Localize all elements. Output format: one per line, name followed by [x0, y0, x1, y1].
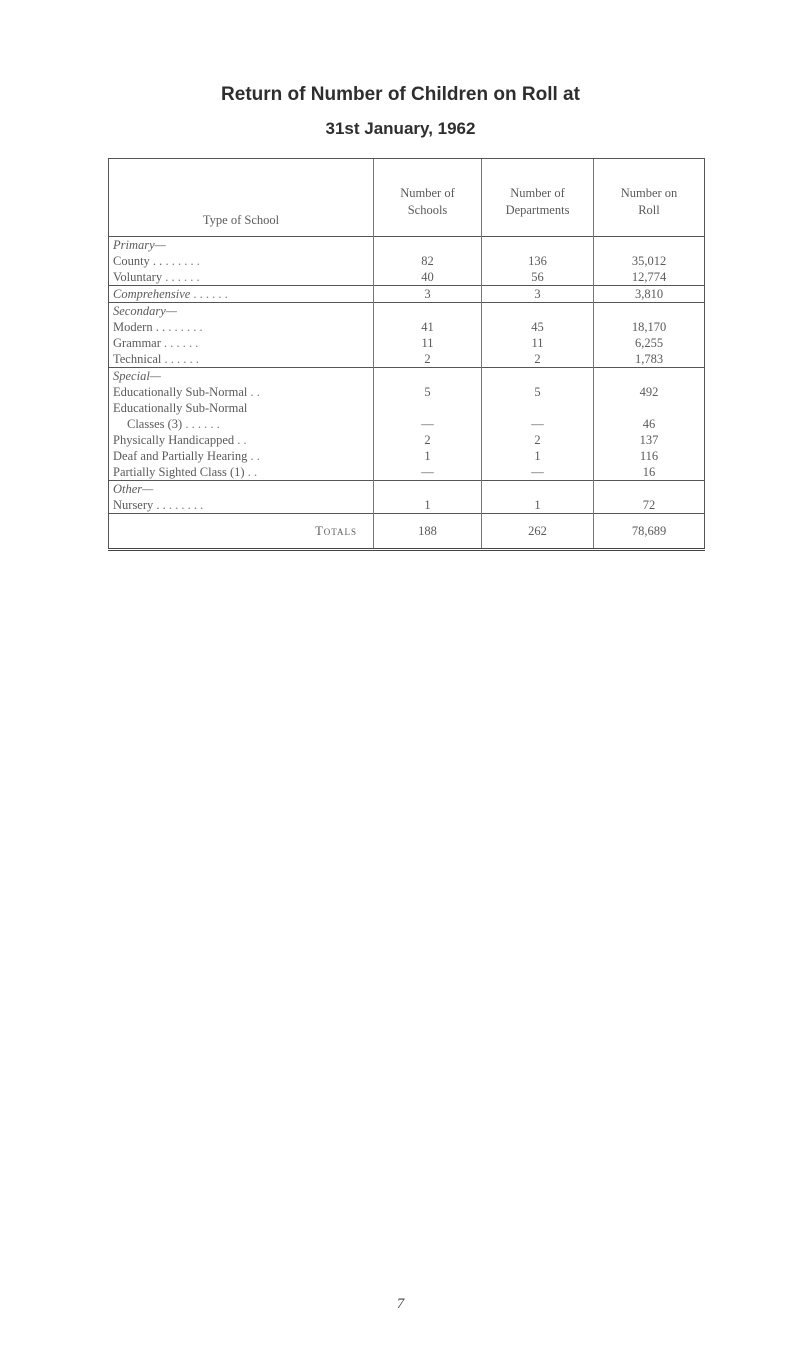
cell-ps-departments: — — [531, 465, 544, 479]
totals-departments: 262 — [482, 514, 594, 550]
children-on-roll-table — [108, 158, 705, 551]
row-label-county: County . . . . . . . . — [113, 254, 200, 268]
cell-ps-roll: 16 — [642, 465, 656, 479]
header-number-of-departments — [482, 159, 594, 237]
cell-grammar-schools: 11 — [421, 336, 434, 350]
cell-modern-departments: 45 — [531, 320, 544, 334]
cell-grammar-departments: 11 — [531, 336, 544, 350]
group-comprehensive — [109, 286, 705, 303]
header-schools-line1: Number of — [400, 185, 455, 200]
totals-roll: 78,689 — [594, 514, 705, 550]
group-special-labels — [109, 368, 374, 481]
row-label-voluntary: Voluntary . . . . . . — [113, 270, 200, 284]
group-other-schools — [374, 481, 482, 514]
title-line-1: Return of Number of Children on Roll at — [221, 84, 580, 105]
cell-modern-schools: 41 — [421, 320, 434, 334]
group-special-schools — [374, 368, 482, 481]
title-line-2: 31st January, 1962 — [325, 119, 476, 138]
cell-voluntary-schools: 40 — [421, 270, 434, 284]
cell-nursery-schools: 1 — [424, 498, 431, 512]
group-secondary-labels — [109, 303, 374, 368]
cell-esn-roll: 492 — [639, 385, 659, 399]
cell-technical-departments: 2 — [534, 352, 541, 366]
cell-deaf-schools: 1 — [424, 449, 431, 463]
group-heading-primary: Primary— — [113, 238, 166, 252]
group-other-roll — [594, 481, 705, 514]
group-other-labels — [109, 481, 374, 514]
totals-label: Totals — [109, 514, 374, 550]
cell-esn-departments: 5 — [534, 385, 541, 399]
group-secondary-departments — [482, 303, 594, 368]
row-label-physically-handicapped: Physically Handicapped . . — [113, 433, 247, 447]
row-label-deaf: Deaf and Partially Hearing . . — [113, 449, 260, 463]
cell-esn-classes-departments: — — [531, 417, 544, 431]
group-special-departments — [482, 368, 594, 481]
header-roll-line1: Number on — [620, 185, 678, 200]
group-secondary-schools — [374, 303, 482, 368]
row-label-partially-sighted: Partially Sighted Class (1) . . — [113, 465, 258, 479]
cell-grammar-roll: 6,255 — [634, 336, 664, 350]
cell-ph-departments: 2 — [534, 433, 541, 447]
cell-esn-classes-roll: 46 — [642, 417, 656, 431]
cell-deaf-roll: 116 — [639, 449, 659, 463]
row-label-esn-classes-line2: Classes (3) . . . . . . — [127, 417, 220, 431]
group-other-departments — [482, 481, 594, 514]
cell-nursery-roll: 72 — [642, 498, 656, 512]
cell-ps-schools: — — [421, 465, 434, 479]
header-row — [109, 159, 705, 237]
row-label-comprehensive: Comprehensive . . . . . . — [113, 287, 228, 301]
row-label-esn-classes: Educationally Sub-Normal — [113, 401, 248, 415]
cell-ph-roll: 137 — [639, 433, 659, 447]
row-label-grammar: Grammar . . . . . . — [113, 336, 199, 350]
cell-comprehensive-roll: 3,810 — [594, 286, 705, 303]
cell-ph-schools: 2 — [424, 433, 431, 447]
cell-modern-roll: 18,170 — [631, 320, 667, 334]
row-label-technical: Technical . . . . . . — [113, 352, 199, 366]
totals-row — [109, 514, 705, 550]
cell-technical-schools: 2 — [424, 352, 431, 366]
cell-esn-classes-schools: — — [421, 417, 434, 431]
cell-technical-roll: 1,783 — [634, 352, 664, 366]
group-primary-labels — [109, 237, 374, 286]
cell-comprehensive-schools: 3 — [374, 286, 482, 303]
header-number-of-schools — [374, 159, 482, 237]
header-departments-line2: Departments — [505, 202, 570, 217]
header-departments-line1: Number of — [510, 185, 565, 200]
header-schools-line2: Schools — [407, 202, 448, 217]
group-heading-secondary: Secondary— — [113, 304, 177, 318]
cell-esn-schools: 5 — [424, 385, 431, 399]
cell-county-schools: 82 — [421, 254, 434, 268]
cell-county-roll: 35,012 — [631, 254, 667, 268]
group-special-roll — [594, 368, 705, 481]
cell-nursery-departments: 1 — [534, 498, 541, 512]
page-number: 7 — [396, 1296, 405, 1312]
group-heading-special: Special— — [113, 369, 161, 383]
header-number-on-roll — [594, 159, 705, 237]
header-type-of-school: Type of School — [109, 159, 374, 237]
row-label-modern: Modern . . . . . . . . — [113, 320, 203, 334]
row-label-esn: Educationally Sub-Normal . . — [113, 385, 260, 399]
cell-county-departments: 136 — [528, 254, 547, 268]
row-label-nursery: Nursery . . . . . . . . — [113, 498, 204, 512]
group-other — [109, 481, 705, 514]
group-primary-schools — [374, 237, 482, 286]
group-primary-departments — [482, 237, 594, 286]
group-heading-other: Other— — [113, 482, 154, 496]
cell-comprehensive-departments: 3 — [482, 286, 594, 303]
cell-voluntary-roll: 12,774 — [631, 270, 667, 284]
group-special — [109, 368, 705, 481]
group-primary — [109, 237, 705, 286]
group-comprehensive-label — [109, 286, 374, 303]
header-roll-line2: Roll — [638, 202, 660, 217]
cell-deaf-departments: 1 — [534, 449, 541, 463]
group-secondary-roll — [594, 303, 705, 368]
group-secondary — [109, 303, 705, 368]
cell-voluntary-departments: 56 — [531, 270, 544, 284]
totals-schools: 188 — [374, 514, 482, 550]
group-primary-roll — [594, 237, 705, 286]
